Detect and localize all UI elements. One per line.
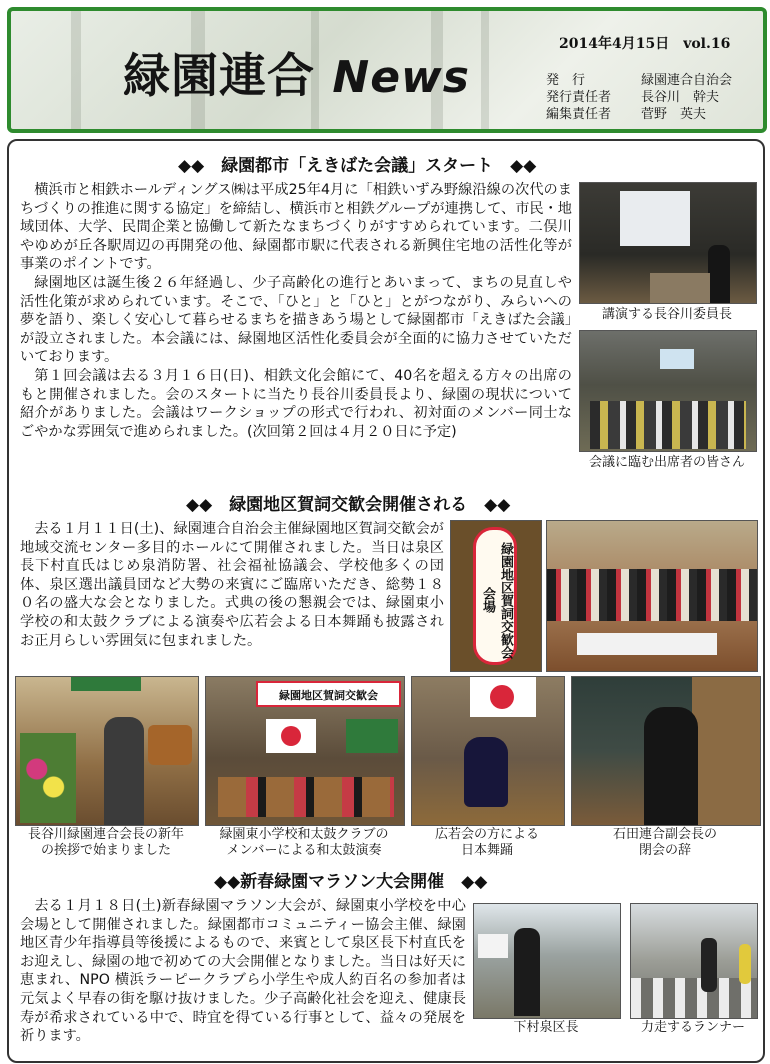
- paragraph: 緑園地区は誕生後２６年経過し、少子高齢化の進行とあいまって、まちの見直しや活性化策が求められています。そこで、「ひと」と「ひと」とがつながり、みらいへの夢を語り、楽しく安心して暮らせるまちを描きあう場として緑園都市「えきばた会議」が設立されました。本会議には、緑園地区活性化委員会が全面的に協力させていただいております。: [20, 274, 572, 366]
- background-tree: [71, 11, 81, 129]
- runner-figure: [701, 938, 717, 992]
- caption-ward-mayor: 下村泉区長: [513, 1020, 579, 1035]
- credit-role: 発行責任者: [546, 90, 612, 105]
- article-ekibata: [20, 181, 572, 441]
- japanese-flag: [266, 719, 316, 753]
- caption-line: 広若会の方による: [434, 827, 539, 842]
- photo-venue-sign: [450, 520, 542, 672]
- photo-speaker: [579, 182, 757, 304]
- caption-vice-chair: [571, 827, 759, 859]
- caption-line: 石田連合副会長の: [612, 827, 717, 842]
- runner-figure: [739, 944, 751, 984]
- section-title-ekibata: ◆◆ 緑園都市「えきばた会議」スタート ◆◆: [178, 156, 537, 176]
- credit-name: 菅野 英夫: [641, 107, 707, 122]
- photo-reception-hall: [546, 520, 758, 672]
- table: [577, 633, 717, 655]
- banner: [71, 677, 141, 691]
- caption-runners: 力走するランナー: [640, 1020, 745, 1035]
- caption-line: 長谷川緑園連合会長の新年: [27, 827, 184, 842]
- paragraph: 去る１月１８日(土)新春緑園マラソン大会が、緑園東小学校を中心会場として開催されました。緑園都市コミュニティー協会主催、緑園地区青少年指導員等後援によるもので、来賓として泉区長下村直氏をお迎えし、緑園の地で初めての大会開催となりました。当日は好天に恵まれ、NPO 横浜ラーピークラブら小学生や成人約百名の参加者は元気よく早春の街を駆け抜けました。少子高齢化社会を迎え、健康長寿が希求されている中で、時宜を得ている行事として、益々の発展を祈ります。: [20, 898, 466, 1045]
- venue-sign: 緑園地区賀詞交歓会会場: [473, 527, 517, 665]
- drummers: [218, 777, 394, 817]
- caption-line: メンバーによる和太鼓演奏: [226, 843, 382, 858]
- photo-dance: [411, 676, 565, 826]
- tent: [478, 934, 508, 958]
- article-new-year-party: [20, 520, 444, 650]
- dancer-figure: [464, 737, 508, 807]
- masthead-banner: [7, 7, 767, 133]
- podium: [650, 273, 710, 303]
- photo-attendees: [579, 330, 757, 452]
- crowd: [547, 569, 757, 621]
- mayor-figure: [514, 928, 540, 1016]
- speaker-figure: [104, 717, 144, 825]
- issue-date: 2014年4月15日 vol.16: [559, 36, 731, 52]
- photo-runners: [630, 903, 758, 1019]
- speaker-figure: [644, 707, 698, 825]
- caption-speaker: 講演する長谷川委員長: [601, 307, 732, 322]
- section-title-new-year-party: ◆◆ 緑園地区賀詞交歓会開催される ◆◆: [186, 495, 511, 515]
- caption-chairman-speech: [15, 827, 197, 859]
- credit-role: 発 行: [546, 73, 586, 88]
- credits-block: [546, 72, 732, 123]
- photo-ward-mayor: [473, 903, 621, 1019]
- caption-taiko: [205, 827, 403, 859]
- section-title-marathon: ◆◆新春緑園マラソン大会開催 ◆◆: [214, 872, 488, 892]
- caption-attendees: 会議に臨む出席者の皆さん: [588, 455, 745, 470]
- credit-role: 編集責任者: [546, 107, 612, 122]
- green-flag: [346, 719, 398, 753]
- speaker-figure: [708, 245, 730, 303]
- wall-panel: [692, 677, 760, 825]
- taiko-drum: [148, 725, 192, 765]
- flower-arrangement: [20, 733, 76, 823]
- paragraph: 第１回会議は去る３月１６日(日)、相鉄文化会館にて、40名を超える方々の出席のもと開催されました。会のスタートに当たり長谷川委員長より、緑園の現状について紹介がありました。会議はワークショップの形式で行われ、初対面のメンバー同士なごやかな雰囲気で進められました。(次回第２回は４月２０日に予定): [20, 367, 572, 440]
- crosswalk: [631, 978, 757, 1018]
- caption-line: 閉会の辞: [638, 843, 691, 858]
- caption-line: 日本舞踊: [460, 843, 513, 858]
- caption-dance: [411, 827, 563, 859]
- japanese-flag: [470, 677, 536, 717]
- article-marathon: [20, 897, 466, 1046]
- projector-screen: [660, 349, 694, 369]
- photo-chairman-speech: [15, 676, 199, 826]
- caption-line: の挨拶で始まりました: [40, 843, 171, 858]
- projector-screen: [620, 191, 690, 246]
- paragraph: 去る１月１１日(土)、緑園連合自治会主催緑園地区賀詞交歓会が地域交流センター多目的ホールにて開催されました。当日は泉区長下村直氏はじめ泉消防署、社会福祉協議会、学校他多くの団体、泉区選出議員団など大勢の来賓にご臨席いただき、総勢１８０名の盛大な会となりました。式典の後の懇親会では、緑園東小学校の和太鼓クラブによる演奏や広若会よる日本舞踊も披露されお正月らしい雰囲気に包まれました。: [20, 521, 444, 649]
- newsletter-title: [123, 39, 470, 106]
- title-english: News: [332, 52, 470, 103]
- title-japanese: 緑園連合: [123, 49, 315, 104]
- paragraph: 横浜市と相鉄ホールディングス㈱は平成25年4月に「相鉄いずみ野線沿線の次代のまちづくりの推進に関する協定」を締結し、横浜市と相鉄グループが連携して、市民・地域団体、大学、民間企業と協働して新たなまちづくりがすすめられています。二俣川やゆめが丘各駅周辺の再開発の他、緑園都市駅に代表される新興住宅地の活性化等が事業のポイントです。: [20, 182, 572, 273]
- credit-name: 緑園連合自治会: [641, 73, 733, 88]
- stage-banner: 緑園地区賀詞交歓会: [256, 681, 401, 707]
- caption-line: 緑園東小学校和太鼓クラブの: [219, 827, 389, 842]
- photo-taiko: [205, 676, 405, 826]
- seated-crowd: [590, 401, 746, 449]
- credit-name: 長谷川 幹夫: [641, 90, 720, 105]
- background-tree: [481, 11, 489, 129]
- photo-vice-chair: [571, 676, 761, 826]
